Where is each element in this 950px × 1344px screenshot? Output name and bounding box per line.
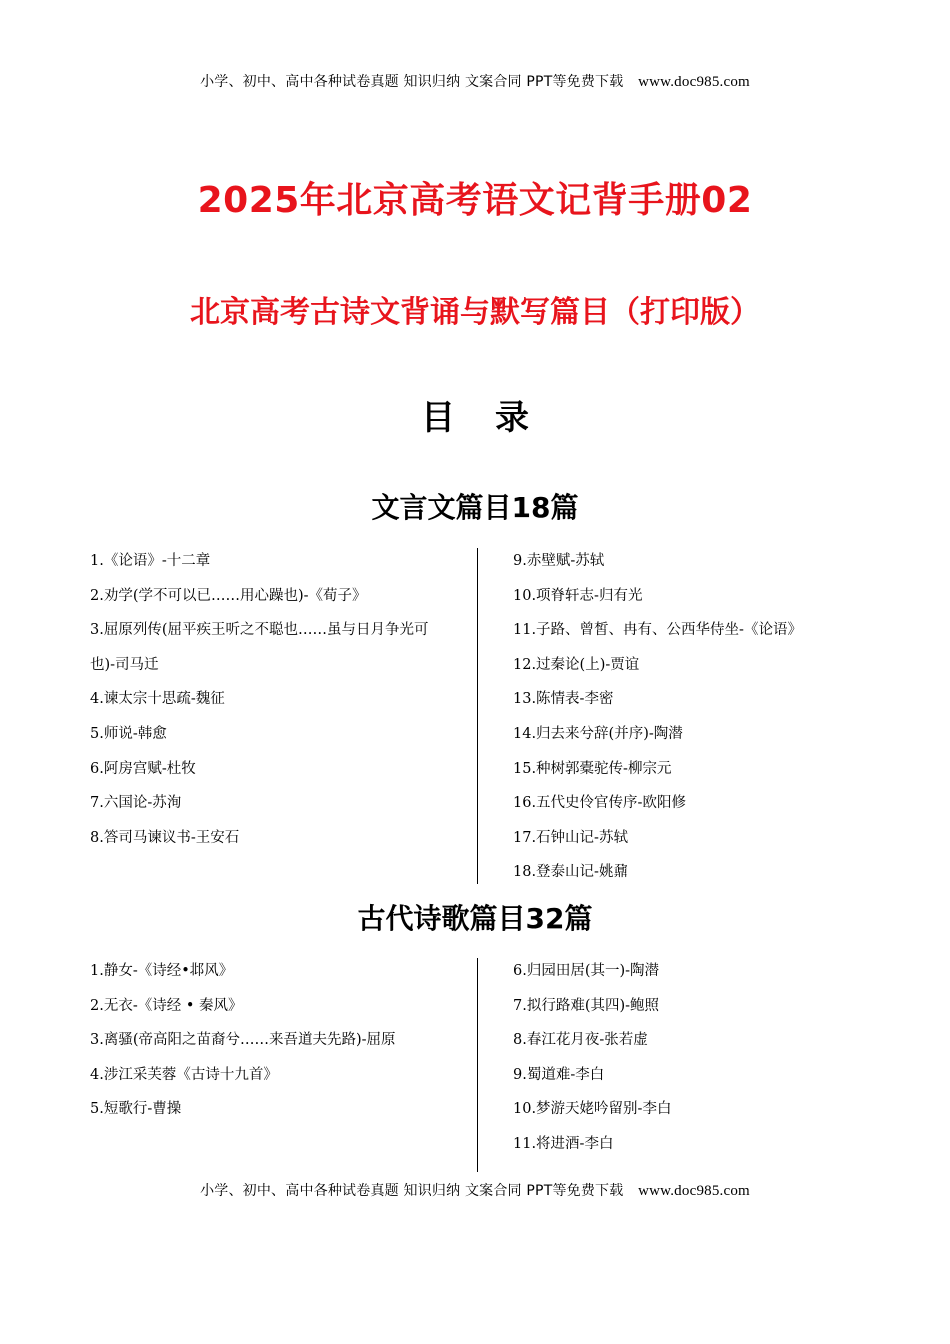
document-subtitle: 北京高考古诗文背诵与默写篇目（打印版） bbox=[190, 295, 760, 330]
list-item: 16.五代史伶官传序-欧阳修 bbox=[513, 795, 686, 812]
footer-url[interactable]: www.doc985.com bbox=[638, 1183, 750, 1199]
classical-prose-left-column bbox=[90, 544, 440, 855]
list-item: 2.劝学(学不可以已……用心躁也)-《荀子》 bbox=[90, 587, 367, 604]
list-item: 11.将进酒-李白 bbox=[513, 1135, 614, 1152]
list-item: 9.蜀道难-李白 bbox=[513, 1066, 605, 1083]
section-heading-classical-prose: 文言文篇目18篇 bbox=[371, 491, 579, 524]
list-item: 2.无衣-《诗经 • 秦风》 bbox=[90, 997, 243, 1014]
list-item: 7.六国论-苏洵 bbox=[90, 795, 182, 812]
footer-text: 小学、初中、高中各种试卷真题 知识归纳 文案合同 PPT等免费下载 bbox=[200, 1183, 624, 1199]
list-item: 4.谏太宗十思疏-魏征 bbox=[90, 691, 225, 708]
header-url[interactable]: www.doc985.com bbox=[638, 74, 750, 90]
list-item: 1.静女-《诗经•邶风》 bbox=[90, 963, 234, 979]
list-item: 17.石钟山记-苏轼 bbox=[513, 829, 628, 846]
list-item: 9.赤壁赋-苏轼 bbox=[513, 553, 605, 569]
list-item: 13.陈情表-李密 bbox=[513, 691, 614, 708]
list-item: 6.阿房宫赋-杜牧 bbox=[90, 760, 196, 777]
list-item: 14.归去来兮辞(并序)-陶潜 bbox=[513, 725, 683, 742]
column-divider bbox=[477, 548, 478, 884]
list-item: 5.师说-韩愈 bbox=[90, 725, 167, 742]
document-title: 2025年北京高考语文记背手册02 bbox=[197, 180, 753, 221]
header-text: 小学、初中、高中各种试卷真题 知识归纳 文案合同 PPT等免费下载 bbox=[200, 74, 624, 90]
page-header bbox=[0, 71, 950, 91]
toc-title: 目录 bbox=[421, 398, 569, 438]
ancient-poetry-left-column bbox=[90, 954, 442, 1127]
list-item: 1.《论语》-十二章 bbox=[90, 553, 211, 569]
ancient-poetry-right-column bbox=[513, 954, 873, 1162]
section-heading-ancient-poetry: 古代诗歌篇目32篇 bbox=[357, 902, 593, 935]
list-item: 7.拟行路难(其四)-鲍照 bbox=[513, 997, 660, 1014]
list-item: 6.归园田居(其一)-陶潜 bbox=[513, 963, 660, 979]
list-item: 15.种树郭橐驼传-柳宗元 bbox=[513, 760, 672, 777]
list-item: 3.离骚(帝高阳之苗裔兮……来吾道夫先路)-屈原 bbox=[90, 1032, 396, 1049]
list-item: 10.项脊轩志-归有光 bbox=[513, 587, 643, 604]
list-item: 8.春江花月夜-张若虚 bbox=[513, 1032, 648, 1049]
column-divider bbox=[477, 958, 478, 1172]
list-item: 4.涉江采芙蓉《古诗十九首》 bbox=[90, 1066, 278, 1083]
list-item: 10.梦游天姥吟留别-李白 bbox=[513, 1101, 672, 1118]
list-item: 8.答司马谏议书-王安石 bbox=[90, 829, 240, 846]
list-item: 18.登泰山记-姚鼐 bbox=[513, 864, 628, 881]
list-item: 12.过秦论(上)-贾谊 bbox=[513, 656, 640, 673]
list-item: 11.子路、曾皙、冉有、公西华侍坐-《论语》 bbox=[513, 622, 802, 639]
page-footer bbox=[0, 1180, 950, 1200]
classical-prose-right-column bbox=[513, 544, 873, 890]
list-item: 3.屈原列传(屈平疾王听之不聪也……虽与日月争光可也)-司马迁 bbox=[90, 622, 429, 673]
list-item: 5.短歌行-曹操 bbox=[90, 1101, 182, 1118]
